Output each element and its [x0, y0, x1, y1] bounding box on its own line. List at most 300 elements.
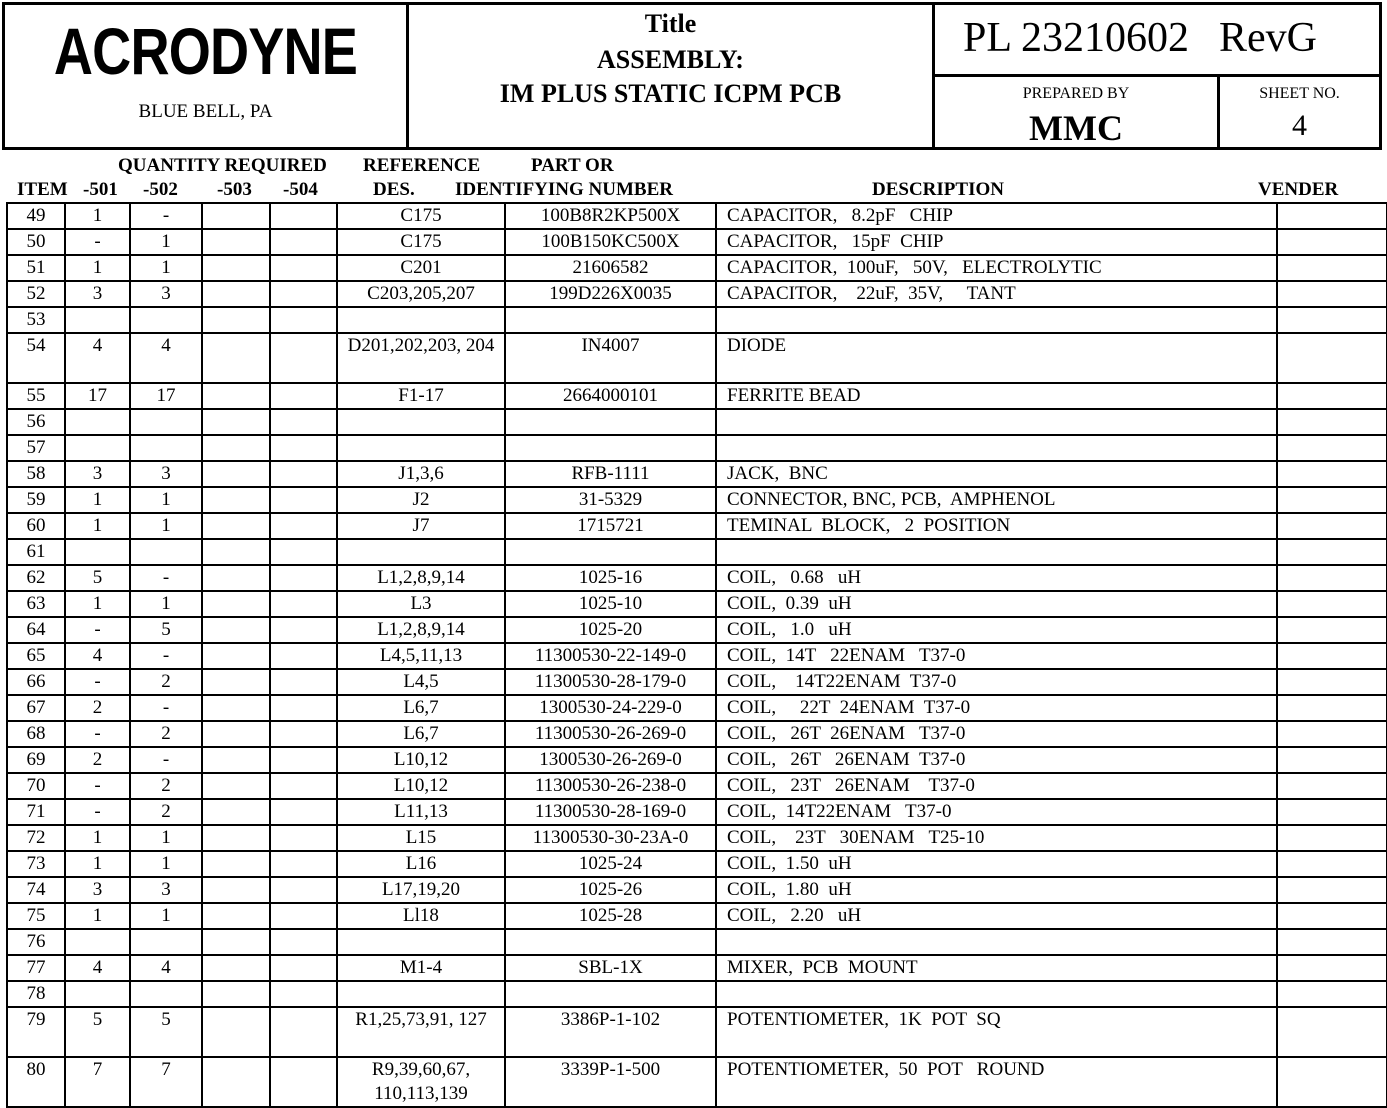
- reference-designator-cell: [337, 435, 505, 461]
- part-number-cell: 1025-26: [505, 877, 716, 903]
- reference-designator-cell: [337, 307, 505, 333]
- vender-cell: [1277, 333, 1387, 383]
- item-cell: 51: [7, 255, 65, 281]
- qty-504-cell: [270, 747, 337, 773]
- qty-503-cell: [202, 591, 270, 617]
- description-cell: TEMINAL BLOCK, 2 POSITION: [716, 513, 1277, 539]
- item-cell: 74: [7, 877, 65, 903]
- part-number-cell: SBL-1X: [505, 955, 716, 981]
- qty-502-cell: 5: [130, 1007, 202, 1057]
- qty-501-cell: 5: [65, 565, 130, 591]
- sheet-number-cell: [1220, 77, 1379, 147]
- part-number-cell: 21606582: [505, 255, 716, 281]
- part-number-cell: 1300530-24-229-0: [505, 695, 716, 721]
- part-number-cell: 11300530-26-238-0: [505, 773, 716, 799]
- qty-501-cell: 3: [65, 461, 130, 487]
- part-number-cell: 11300530-30-23A-0: [505, 825, 716, 851]
- header-identifying-number: IDENTIFYING NUMBER: [455, 179, 673, 200]
- qty-503-cell: [202, 747, 270, 773]
- item-cell: 73: [7, 851, 65, 877]
- qty-504-cell: [270, 799, 337, 825]
- qty-502-cell: 1: [130, 255, 202, 281]
- vender-cell: [1277, 695, 1387, 721]
- description-cell: POTENTIOMETER, 50 POT ROUND: [716, 1057, 1277, 1107]
- qty-503-cell: [202, 669, 270, 695]
- table-row: [7, 617, 1387, 643]
- vender-cell: [1277, 825, 1387, 851]
- item-cell: 65: [7, 643, 65, 669]
- qty-504-cell: [270, 281, 337, 307]
- table-row: [7, 877, 1387, 903]
- item-cell: 76: [7, 929, 65, 955]
- qty-502-cell: 3: [130, 877, 202, 903]
- qty-504-cell: [270, 1007, 337, 1057]
- reference-designator-cell: J7: [337, 513, 505, 539]
- part-number-cell: 11300530-28-169-0: [505, 799, 716, 825]
- qty-501-cell: -: [65, 617, 130, 643]
- parts-list-table: [6, 202, 1387, 1108]
- reference-designator-cell: C203,205,207: [337, 281, 505, 307]
- qty-501-cell: [65, 539, 130, 565]
- qty-501-cell: 5: [65, 1007, 130, 1057]
- part-number-cell: 100B8R2KP500X: [505, 203, 716, 229]
- item-cell: 53: [7, 307, 65, 333]
- qty-503-cell: [202, 461, 270, 487]
- table-row: [7, 591, 1387, 617]
- description-cell: COIL, 14T22ENAM T37-0: [716, 669, 1277, 695]
- description-cell: CAPACITOR, 8.2pF CHIP: [716, 203, 1277, 229]
- qty-503-cell: [202, 695, 270, 721]
- table-row: [7, 773, 1387, 799]
- qty-503-cell: [202, 255, 270, 281]
- qty-504-cell: [270, 203, 337, 229]
- qty-501-cell: -: [65, 721, 130, 747]
- vender-cell: [1277, 981, 1387, 1007]
- header-description: DESCRIPTION: [872, 179, 1004, 200]
- table-row: [7, 255, 1387, 281]
- item-cell: 60: [7, 513, 65, 539]
- qty-502-cell: 4: [130, 333, 202, 383]
- title-line-1: ASSEMBLY:: [597, 45, 744, 74]
- qty-504-cell: [270, 1057, 337, 1107]
- description-cell: COIL, 23T 30ENAM T25-10: [716, 825, 1277, 851]
- qty-501-cell: 2: [65, 747, 130, 773]
- vender-cell: [1277, 721, 1387, 747]
- vender-cell: [1277, 669, 1387, 695]
- qty-502-cell: -: [130, 747, 202, 773]
- qty-503-cell: [202, 333, 270, 383]
- description-cell: COIL, 23T 26ENAM T37-0: [716, 773, 1277, 799]
- qty-501-cell: 17: [65, 383, 130, 409]
- company-logo: ACRODYNE: [53, 14, 358, 88]
- qty-502-cell: 5: [130, 617, 202, 643]
- header-vender: VENDER: [1258, 179, 1339, 200]
- table-row: [7, 695, 1387, 721]
- reference-designator-cell: C201: [337, 255, 505, 281]
- table-row: [7, 409, 1387, 435]
- qty-504-cell: [270, 409, 337, 435]
- qty-501-cell: [65, 435, 130, 461]
- reference-designator-cell: L15: [337, 825, 505, 851]
- description-cell: [716, 435, 1277, 461]
- vender-cell: [1277, 461, 1387, 487]
- qty-502-cell: 1: [130, 487, 202, 513]
- qty-504-cell: [270, 383, 337, 409]
- vender-cell: [1277, 1057, 1387, 1107]
- qty-501-cell: 1: [65, 851, 130, 877]
- item-cell: 71: [7, 799, 65, 825]
- qty-502-cell: [130, 981, 202, 1007]
- description-cell: [716, 981, 1277, 1007]
- table-row: [7, 281, 1387, 307]
- table-row: [7, 539, 1387, 565]
- header-des: DES.: [373, 179, 415, 200]
- reference-designator-cell: C175: [337, 203, 505, 229]
- qty-501-cell: [65, 929, 130, 955]
- description-cell: CONNECTOR, BNC, PCB, AMPHENOL: [716, 487, 1277, 513]
- vender-cell: [1277, 203, 1387, 229]
- part-list-number: PL 23210602: [963, 15, 1189, 61]
- reference-designator-cell: [337, 981, 505, 1007]
- item-cell: 70: [7, 773, 65, 799]
- qty-503-cell: [202, 903, 270, 929]
- table-row: [7, 435, 1387, 461]
- qty-503-cell: [202, 203, 270, 229]
- qty-503-cell: [202, 929, 270, 955]
- qty-503-cell: [202, 643, 270, 669]
- qty-503-cell: [202, 877, 270, 903]
- item-cell: 78: [7, 981, 65, 1007]
- part-number-cell: [505, 981, 716, 1007]
- part-number-cell: 1025-20: [505, 617, 716, 643]
- reference-designator-cell: Ll18: [337, 903, 505, 929]
- qty-504-cell: [270, 929, 337, 955]
- qty-501-cell: 2: [65, 695, 130, 721]
- qty-501-cell: 7: [65, 1057, 130, 1107]
- description-cell: [716, 307, 1277, 333]
- part-number-cell: [505, 929, 716, 955]
- item-cell: 63: [7, 591, 65, 617]
- item-cell: 52: [7, 281, 65, 307]
- vender-cell: [1277, 773, 1387, 799]
- header-reference: REFERENCE: [363, 155, 481, 176]
- qty-501-cell: 1: [65, 591, 130, 617]
- qty-504-cell: [270, 487, 337, 513]
- qty-502-cell: 1: [130, 851, 202, 877]
- reference-designator-cell: J2: [337, 487, 505, 513]
- qty-504-cell: [270, 565, 337, 591]
- description-cell: COIL, 14T 22ENAM T37-0: [716, 643, 1277, 669]
- qty-502-cell: [130, 435, 202, 461]
- qty-502-cell: [130, 539, 202, 565]
- reference-designator-cell: L6,7: [337, 721, 505, 747]
- qty-501-cell: 4: [65, 955, 130, 981]
- qty-504-cell: [270, 981, 337, 1007]
- qty-502-cell: 1: [130, 513, 202, 539]
- qty-503-cell: [202, 851, 270, 877]
- qty-504-cell: [270, 461, 337, 487]
- qty-504-cell: [270, 229, 337, 255]
- prepared-by-value: MMC: [1029, 108, 1123, 148]
- table-row: [7, 565, 1387, 591]
- qty-502-cell: 1: [130, 229, 202, 255]
- table-row: [7, 487, 1387, 513]
- qty-502-cell: 1: [130, 825, 202, 851]
- qty-504-cell: [270, 669, 337, 695]
- part-number-cell: 11300530-28-179-0: [505, 669, 716, 695]
- qty-501-cell: -: [65, 669, 130, 695]
- part-number-cell: 1715721: [505, 513, 716, 539]
- item-cell: 50: [7, 229, 65, 255]
- vender-cell: [1277, 851, 1387, 877]
- table-row: [7, 203, 1387, 229]
- qty-502-cell: -: [130, 643, 202, 669]
- description-cell: DIODE: [716, 333, 1277, 383]
- title-line-2: IM PLUS STATIC ICPM PCB: [499, 79, 842, 108]
- reference-designator-cell: [337, 409, 505, 435]
- prepared-by-label: PREPARED BY: [1022, 85, 1130, 102]
- description-cell: COIL, 1.50 uH: [716, 851, 1277, 877]
- reference-designator-cell: L4,5,11,13: [337, 643, 505, 669]
- qty-502-cell: -: [130, 695, 202, 721]
- item-cell: 75: [7, 903, 65, 929]
- qty-504-cell: [270, 591, 337, 617]
- reference-designator-cell: L16: [337, 851, 505, 877]
- header-item: ITEM: [17, 179, 68, 200]
- qty-504-cell: [270, 825, 337, 851]
- item-cell: 56: [7, 409, 65, 435]
- qty-502-cell: [130, 307, 202, 333]
- table-row: [7, 513, 1387, 539]
- table-row: [7, 383, 1387, 409]
- description-cell: [716, 929, 1277, 955]
- qty-503-cell: [202, 981, 270, 1007]
- vender-cell: [1277, 229, 1387, 255]
- qty-503-cell: [202, 773, 270, 799]
- qty-502-cell: 7: [130, 1057, 202, 1107]
- item-cell: 57: [7, 435, 65, 461]
- qty-501-cell: -: [65, 229, 130, 255]
- qty-501-cell: 4: [65, 333, 130, 383]
- reference-designator-cell: L6,7: [337, 695, 505, 721]
- reference-designator-cell: M1-4: [337, 955, 505, 981]
- sheet-number-value: 4: [1292, 109, 1307, 142]
- vender-cell: [1277, 591, 1387, 617]
- vender-cell: [1277, 513, 1387, 539]
- reference-designator-cell: C175: [337, 229, 505, 255]
- vender-cell: [1277, 565, 1387, 591]
- header-part-or: PART OR: [531, 155, 614, 176]
- vender-cell: [1277, 747, 1387, 773]
- qty-504-cell: [270, 539, 337, 565]
- qty-503-cell: [202, 229, 270, 255]
- qty-503-cell: [202, 307, 270, 333]
- vender-cell: [1277, 383, 1387, 409]
- reference-designator-cell: [337, 539, 505, 565]
- qty-503-cell: [202, 565, 270, 591]
- part-number-cell: IN4007: [505, 333, 716, 383]
- qty-503-cell: [202, 409, 270, 435]
- part-number-cell: 1025-28: [505, 903, 716, 929]
- vender-cell: [1277, 307, 1387, 333]
- part-list-number-cell: [935, 5, 1379, 77]
- qty-503-cell: [202, 281, 270, 307]
- qty-503-cell: [202, 513, 270, 539]
- reference-designator-cell: L1,2,8,9,14: [337, 565, 505, 591]
- description-cell: COIL, 0.68 uH: [716, 565, 1277, 591]
- qty-503-cell: [202, 435, 270, 461]
- qty-503-cell: [202, 799, 270, 825]
- qty-504-cell: [270, 695, 337, 721]
- part-number-cell: 1300530-26-269-0: [505, 747, 716, 773]
- item-cell: 80: [7, 1057, 65, 1107]
- item-cell: 54: [7, 333, 65, 383]
- part-number-cell: [505, 409, 716, 435]
- table-row: [7, 825, 1387, 851]
- qty-501-cell: 3: [65, 877, 130, 903]
- part-number-cell: RFB-1111: [505, 461, 716, 487]
- table-row: [7, 799, 1387, 825]
- table-row: [7, 851, 1387, 877]
- revision: RevG: [1218, 15, 1317, 61]
- part-number-cell: [505, 435, 716, 461]
- part-number-cell: 3339P-1-500: [505, 1057, 716, 1107]
- vender-cell: [1277, 903, 1387, 929]
- qty-503-cell: [202, 1007, 270, 1057]
- qty-501-cell: -: [65, 799, 130, 825]
- qty-504-cell: [270, 513, 337, 539]
- table-row: [7, 333, 1387, 383]
- qty-502-cell: 3: [130, 281, 202, 307]
- table-row: [7, 307, 1387, 333]
- qty-501-cell: 3: [65, 281, 130, 307]
- part-number-cell: [505, 539, 716, 565]
- qty-503-cell: [202, 617, 270, 643]
- qty-503-cell: [202, 383, 270, 409]
- table-row: [7, 981, 1387, 1007]
- qty-503-cell: [202, 1057, 270, 1107]
- description-cell: CAPACITOR, 15pF CHIP: [716, 229, 1277, 255]
- description-cell: COIL, 1.0 uH: [716, 617, 1277, 643]
- vender-cell: [1277, 877, 1387, 903]
- description-cell: [716, 539, 1277, 565]
- title-label: Title: [644, 9, 697, 38]
- description-cell: JACK, BNC: [716, 461, 1277, 487]
- table-row: [7, 747, 1387, 773]
- description-cell: [716, 409, 1277, 435]
- item-cell: 61: [7, 539, 65, 565]
- vender-cell: [1277, 435, 1387, 461]
- reference-designator-cell: L11,13: [337, 799, 505, 825]
- part-number-cell: 11300530-26-269-0: [505, 721, 716, 747]
- header-qty-503: -503: [217, 179, 252, 200]
- description-cell: COIL, 26T 26ENAM T37-0: [716, 721, 1277, 747]
- vender-cell: [1277, 409, 1387, 435]
- item-cell: 67: [7, 695, 65, 721]
- qty-504-cell: [270, 773, 337, 799]
- qty-502-cell: [130, 929, 202, 955]
- part-number-cell: 1025-10: [505, 591, 716, 617]
- item-cell: 64: [7, 617, 65, 643]
- qty-501-cell: [65, 981, 130, 1007]
- qty-501-cell: 1: [65, 903, 130, 929]
- reference-designator-cell: [337, 929, 505, 955]
- qty-501-cell: 4: [65, 643, 130, 669]
- reference-designator-cell: J1,3,6: [337, 461, 505, 487]
- table-row: [7, 721, 1387, 747]
- part-number-cell: 199D226X0035: [505, 281, 716, 307]
- prepared-by-cell: [935, 77, 1220, 147]
- reference-designator-cell: L4,5: [337, 669, 505, 695]
- reference-designator-cell: R9,39,60,67, 110,113,139: [337, 1057, 505, 1107]
- company-logo-cell: [5, 5, 409, 147]
- part-number-cell: 100B150KC500X: [505, 229, 716, 255]
- table-row: [7, 229, 1387, 255]
- parts-list-body: [7, 203, 1387, 1107]
- qty-501-cell: 1: [65, 513, 130, 539]
- part-number-cell: 1025-24: [505, 851, 716, 877]
- qty-501-cell: 1: [65, 487, 130, 513]
- reference-designator-cell: D201,202,203, 204: [337, 333, 505, 383]
- item-cell: 68: [7, 721, 65, 747]
- item-cell: 77: [7, 955, 65, 981]
- qty-504-cell: [270, 721, 337, 747]
- vender-cell: [1277, 281, 1387, 307]
- reference-designator-cell: L10,12: [337, 773, 505, 799]
- header-qty-502: -502: [143, 179, 178, 200]
- item-cell: 62: [7, 565, 65, 591]
- qty-504-cell: [270, 617, 337, 643]
- header-quantity-required: QUANTITY REQUIRED: [118, 155, 327, 176]
- reference-designator-cell: F1-17: [337, 383, 505, 409]
- qty-502-cell: 2: [130, 721, 202, 747]
- qty-502-cell: 4: [130, 955, 202, 981]
- vender-cell: [1277, 487, 1387, 513]
- description-cell: POTENTIOMETER, 1K POT SQ: [716, 1007, 1277, 1057]
- qty-504-cell: [270, 307, 337, 333]
- description-cell: COIL, 26T 26ENAM T37-0: [716, 747, 1277, 773]
- qty-502-cell: 1: [130, 591, 202, 617]
- table-row: [7, 955, 1387, 981]
- qty-502-cell: -: [130, 203, 202, 229]
- reference-designator-cell: L17,19,20: [337, 877, 505, 903]
- reference-designator-cell: R1,25,73,91, 127: [337, 1007, 505, 1057]
- description-cell: COIL, 1.80 uH: [716, 877, 1277, 903]
- description-cell: CAPACITOR, 22uF, 35V, TANT: [716, 281, 1277, 307]
- item-cell: 49: [7, 203, 65, 229]
- description-cell: COIL, 2.20 uH: [716, 903, 1277, 929]
- qty-504-cell: [270, 903, 337, 929]
- qty-503-cell: [202, 721, 270, 747]
- item-cell: 59: [7, 487, 65, 513]
- qty-502-cell: -: [130, 565, 202, 591]
- vender-cell: [1277, 255, 1387, 281]
- part-number-cell: 11300530-22-149-0: [505, 643, 716, 669]
- header-qty-501: -501: [83, 179, 118, 200]
- table-row: [7, 903, 1387, 929]
- qty-502-cell: 1: [130, 903, 202, 929]
- qty-504-cell: [270, 435, 337, 461]
- description-cell: COIL, 22T 24ENAM T37-0: [716, 695, 1277, 721]
- qty-501-cell: 1: [65, 203, 130, 229]
- item-cell: 72: [7, 825, 65, 851]
- qty-504-cell: [270, 851, 337, 877]
- part-number-cell: 2664000101: [505, 383, 716, 409]
- qty-504-cell: [270, 255, 337, 281]
- qty-501-cell: 1: [65, 255, 130, 281]
- qty-504-cell: [270, 955, 337, 981]
- vender-cell: [1277, 643, 1387, 669]
